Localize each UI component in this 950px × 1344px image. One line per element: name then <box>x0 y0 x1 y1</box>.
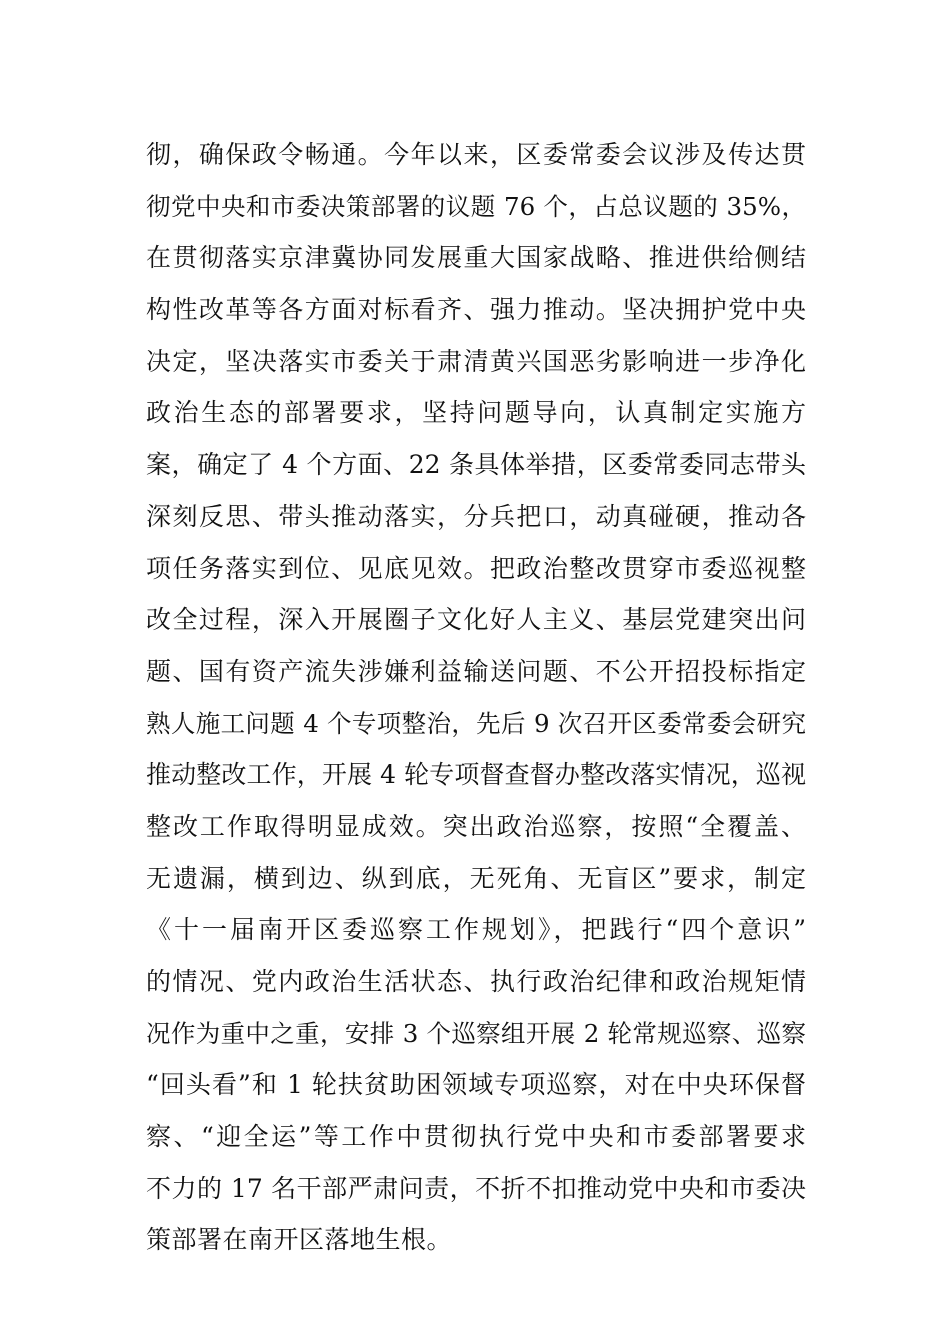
text-line: 彻，确保政令畅通。今年以来，区委常委会议涉及传达贯 <box>146 140 806 169</box>
text-line: 察、“迎全运”等工作中贯彻执行党中央和市委部署要求 <box>146 1122 806 1152</box>
text-line-last: 策部署在南开区落地生根。 <box>146 1225 453 1255</box>
text-line: 深刻反思、带头推动落实，分兵把口，动真碰硬，推动各 <box>146 501 806 531</box>
text-line: 题、国有资产流失涉嫌利益输送问题、不公开招投标指定 <box>146 656 806 686</box>
text-line: “回头看”和 1 轮扶贫助困领域专项巡察，对在中央环保督 <box>146 1070 806 1100</box>
text-line: 无遗漏，横到边、纵到底，无死角、无盲区”要求，制定 <box>146 863 806 893</box>
body-paragraph <box>146 129 806 1266</box>
text-line: 的情况、党内政治生活状态、执行政治纪律和政治规矩情 <box>146 967 806 996</box>
text-line: 况作为重中之重，安排 3 个巡察组开展 2 轮常规巡察、巡察 <box>146 1018 806 1048</box>
text-line: 构性改革等各方面对标看齐、强力推动。坚决拥护党中央 <box>146 295 806 325</box>
text-line: 《十一届南开区委巡察工作规划》，把践行“四个意识” <box>146 915 806 945</box>
text-line: 案，确定了 4 个方面、22 条具体举措，区委常委同志带头 <box>146 450 806 480</box>
text-line: 整改工作取得明显成效。突出政治巡察，按照“全覆盖、 <box>146 811 806 841</box>
text-line: 推动整改工作，开展 4 轮专项督查督办整改落实情况，巡视 <box>146 760 806 790</box>
text-line: 决定，坚决落实市委关于肃清黄兴国恶劣影响进一步净化 <box>146 346 806 376</box>
text-line: 彻党中央和市委决策部署的议题 76 个，占总议题的 35%， <box>146 191 806 221</box>
text-line: 不力的 17 名干部严肃问责，不折不扣推动党中央和市委决 <box>146 1173 806 1203</box>
text-line: 改全过程，深入开展圈子文化好人主义、基层党建突出问 <box>146 605 806 635</box>
text-line: 在贯彻落实京津冀协同发展重大国家战略、推进供给侧结 <box>146 243 806 273</box>
text-line: 熟人施工问题 4 个专项整治，先后 9 次召开区委常委会研究 <box>146 708 806 738</box>
text-line: 项任务落实到位、见底见效。把政治整改贯穿市委巡视整 <box>146 553 806 583</box>
text-line: 政治生态的部署要求，坚持问题导向，认真制定实施方 <box>146 398 806 428</box>
